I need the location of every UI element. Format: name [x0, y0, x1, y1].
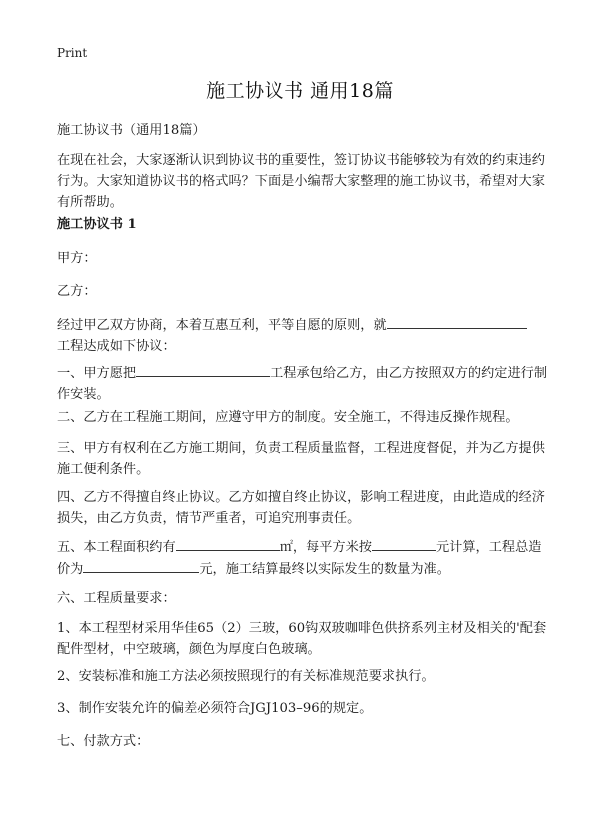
clause-5: [57, 536, 549, 580]
clause-1-blank: [136, 362, 270, 377]
intro-paragraph: 在现在社会，大家逐渐认识到协议书的重要性，签订协议书能够较为有效的约束违约行为。大家知道协议书的格式吗？下面是小编帮大家整理的施工协议书，希望对大家有所帮助。: [57, 153, 545, 210]
clause-4: 四、乙方不得擅自终止协议。乙方如擅自终止协议，影响工程进度，由此造成的经济损失，由乙方负责，情节严重者，可追究刑事责任。: [57, 490, 545, 526]
area-blank: [176, 536, 280, 551]
quality-item-3: 3、制作安装允许的偏差必须符合JGJ103–96的规定。: [57, 701, 373, 716]
quality-item-1: 1、本工程型材采用华佳65（2）三玻，60钩双玻咖啡色供挤系列主材及相关的'配套配件型材，中空玻璃，颜色为厚度白色玻璃。: [57, 621, 547, 657]
section-heading: 施工协议书 1: [57, 217, 137, 232]
clause-5-text-b: ㎡，每平方米按: [279, 540, 372, 555]
clause-5-text-a: 五、本工程面积约有: [57, 540, 176, 555]
clause-3: 三、甲方有权利在乙方施工期间，负责工程质量监督，工程进度督促，并为乙方提供施工便利条件。: [57, 441, 545, 477]
document-title: 施工协议书 通用18篇: [206, 80, 394, 102]
total-price-blank: [83, 558, 199, 573]
clause-5-text-d: 元，施工结算最终以实际发生的数量为准。: [199, 562, 450, 577]
project-name-blank: [387, 314, 527, 329]
clause-7: 七、付款方式：: [57, 734, 150, 749]
clause-1: [57, 362, 549, 405]
party-b-line: 乙方：: [57, 284, 97, 299]
print-label[interactable]: Print: [57, 46, 88, 60]
document-subtitle: 施工协议书（通用18篇）: [57, 123, 206, 138]
agreement-intro-text-2: 工程达成如下协议：: [57, 339, 176, 354]
clause-1-text-b: 工程承包给乙方，由乙方按照双方的约定进行制作安装。: [57, 366, 548, 402]
quality-item-2: 2、安装标准和施工方法必须按照现行的有关标准规范要求执行。: [57, 669, 435, 684]
clause-2: 二、乙方在工程施工期间，应遵守甲方的制度。安全施工，不得违反操作规程。: [57, 410, 519, 425]
agreement-intro-paragraph: [57, 314, 549, 357]
unit-price-blank: [372, 536, 436, 551]
clause-6: 六、工程质量要求：: [57, 591, 176, 606]
party-a-line: 甲方：: [57, 251, 97, 266]
clause-5-text-c: 元计算，工程总造价为: [57, 540, 542, 577]
clause-1-text-a: 一、甲方愿把: [57, 366, 137, 381]
agreement-intro-text: 经过甲乙双方协商，本着互惠互利，平等自愿的原则，就: [57, 318, 387, 333]
